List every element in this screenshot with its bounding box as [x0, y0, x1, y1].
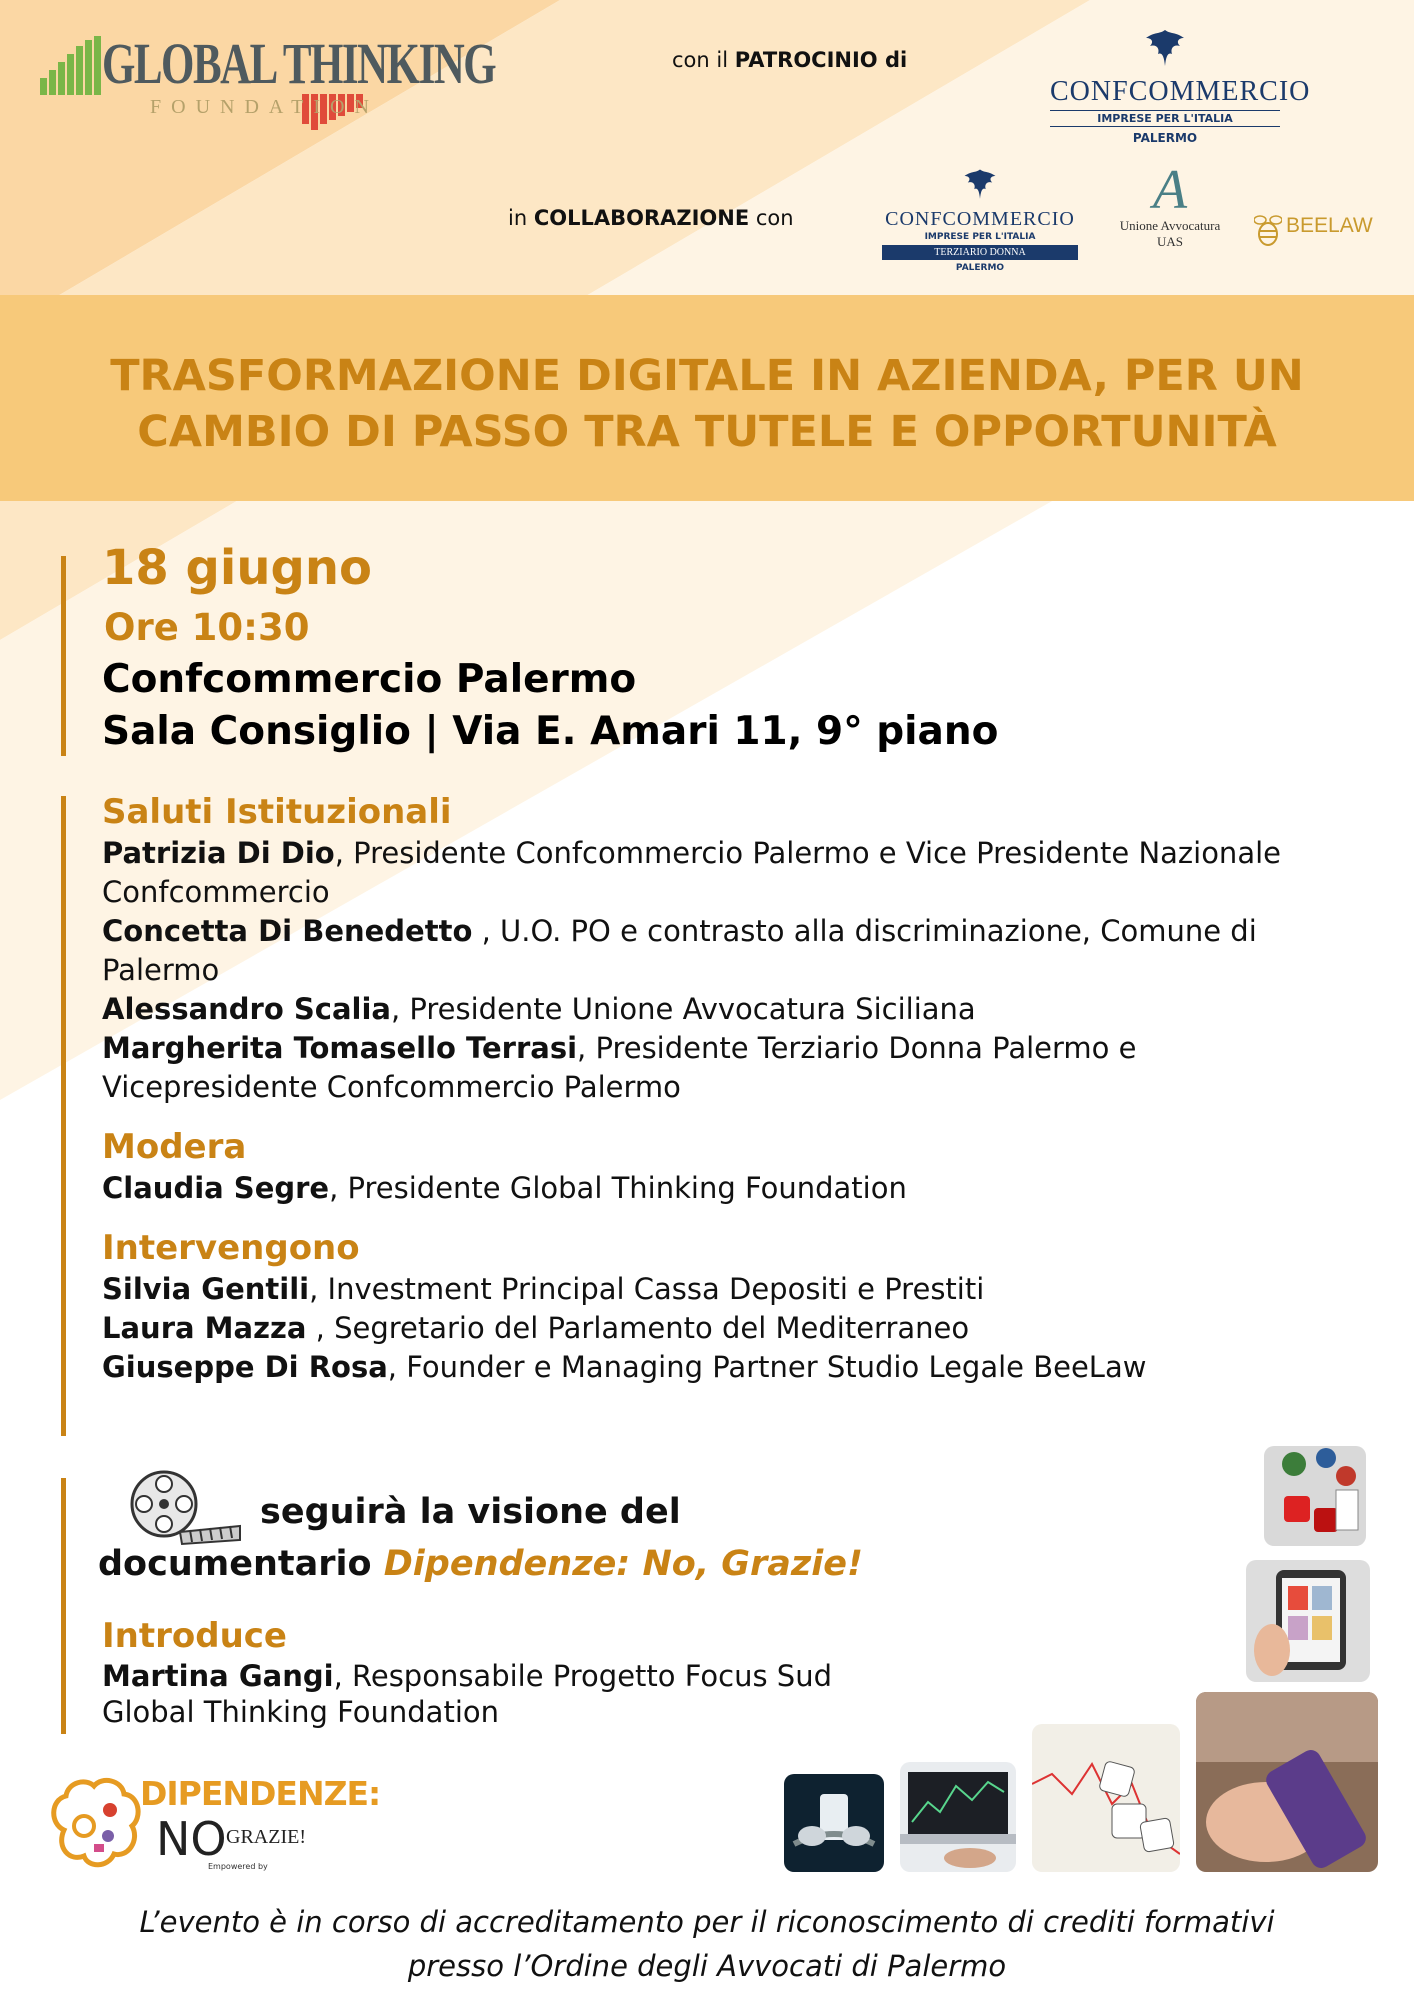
- film-reel-icon: [130, 1466, 242, 1546]
- beelaw-logo: BEELAW: [1286, 214, 1373, 237]
- speaker: Laura Mazza , Segretario del Parlamento del Mediterraneo: [102, 1311, 970, 1345]
- stock-chart-dice-image: [1032, 1724, 1180, 1872]
- speaker: Martina Gangi, Responsabile Progetto Focus Sud: [102, 1659, 832, 1693]
- speaker: Concetta Di Benedetto , U.O. PO e contrasto alla discriminazione, Comune di Palermo: [102, 914, 1257, 987]
- empowered-by: Empowered by: [208, 1862, 268, 1871]
- online-shopping-image: [1246, 1560, 1370, 1682]
- introduce-section: Introduce Martina Gangi, Responsabile Progetto Focus Sud Global Thinking Foundation: [102, 1614, 1002, 1730]
- eagle-icon: [1138, 26, 1192, 72]
- speaker: Silvia Gentili, Investment Principal Cassa Depositi e Prestiti: [102, 1272, 985, 1306]
- org-subtitle: FOUNDATION: [150, 96, 379, 118]
- section-title: Intervengono: [102, 1228, 360, 1268]
- terziario-donna-logo: CONFCOMMERCIO IMPRESE PER L'ITALIA TERZIARIO DONNA PALERMO: [882, 166, 1078, 273]
- footer-note: L’evento è in corso di accreditamento per il riconoscimento di crediti formativi presso l’Ordine degli Avvocati di Palermo: [139, 1905, 1275, 1983]
- accent-bar: [61, 796, 66, 1436]
- confcommercio-palermo-logo: CONFCOMMERCIO IMPRESE PER L'ITALIA PALERMO: [1050, 26, 1280, 145]
- event-time: Ore 10:30: [104, 606, 310, 649]
- collaborazione-label: in COLLABORAZIONE con: [508, 206, 794, 230]
- dipendenze-grazie: GRAZIE!: [226, 1826, 306, 1848]
- section-title: Saluti Istituzionali: [102, 792, 452, 832]
- uas-monogram: A: [1152, 159, 1188, 221]
- org-title: GLOBAL THINKING: [102, 31, 496, 96]
- accent-bar: [61, 556, 66, 756]
- dipendenze-no: NO: [156, 1812, 227, 1866]
- speaker: Giuseppe Di Rosa, Founder e Managing Partner Studio Legale BeeLaw: [102, 1350, 1147, 1384]
- chained-phone-image: [784, 1774, 884, 1872]
- speaker: Alessandro Scalia, Presidente Unione Avvocatura Siciliana: [102, 992, 976, 1026]
- gambling-dice-image: [1264, 1446, 1366, 1546]
- event-title: TRASFORMAZIONE DIGITALE IN AZIENDA, PER UN CAMBIO DI PASSO TRA TUTELE E OPPORTUNITÀ: [110, 351, 1304, 457]
- section-title: Introduce: [102, 1616, 287, 1656]
- patrocinio-label: con il PATROCINIO di: [672, 48, 908, 72]
- section-title: Modera: [102, 1127, 247, 1167]
- uas-logo: A Unione Avvocatura UAS: [1110, 162, 1230, 250]
- documentary-line1: seguirà la visione del: [260, 1492, 681, 1532]
- accent-bar: [61, 1478, 66, 1734]
- phone-hands-image: [1196, 1692, 1378, 1872]
- speaker: Claudia Segre, Presidente Global Thinking Foundation: [102, 1171, 907, 1205]
- event-location: Confcommercio Palermo Sala Consiglio | Via E. Amari 11, 9° piano: [102, 657, 999, 754]
- eagle-icon: [958, 166, 1002, 204]
- speaker: Patrizia Di Dio, Presidente Confcommercio Palermo e Vice Presidente Nazionale Confcommercio: [102, 836, 1281, 909]
- event-date: 18 giugno: [102, 540, 372, 596]
- speaker: Margherita Tomasello Terrasi, Presidente Terziario Donna Palermo e Vicepresidente Confcommercio Palermo: [102, 1031, 1137, 1104]
- program: [102, 790, 1282, 1387]
- bee-icon: [1254, 212, 1282, 248]
- trading-laptop-image: [900, 1762, 1016, 1872]
- documentary-line2: documentario Dipendenze: No, Grazie!: [98, 1544, 863, 1584]
- dipendenze-title: DIPENDENZE:: [140, 1774, 381, 1813]
